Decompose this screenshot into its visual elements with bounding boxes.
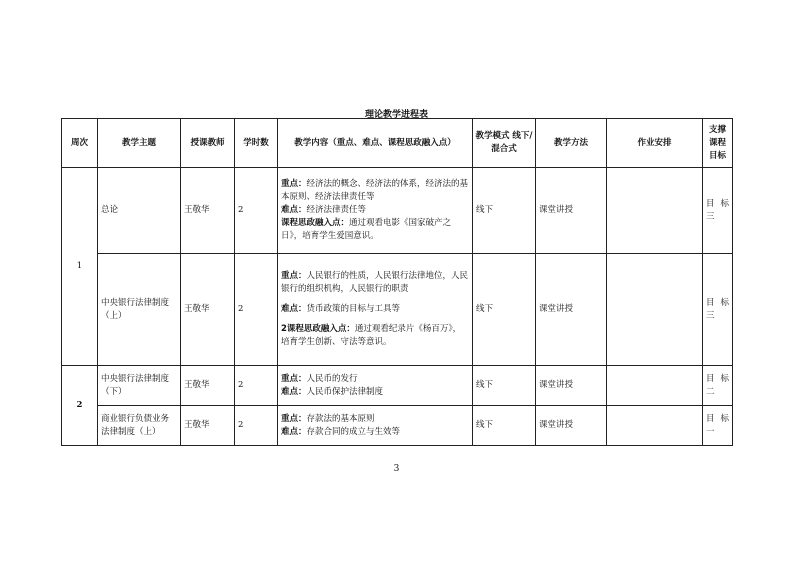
header-mode: 教学模式 线下/混合式 bbox=[473, 119, 536, 168]
method-cell: 课堂讲授 bbox=[536, 406, 607, 446]
table-row bbox=[62, 168, 733, 254]
header-topic: 教学主题 bbox=[98, 119, 181, 168]
header-hours: 学时数 bbox=[235, 119, 278, 168]
header-target: 支撑课程目标 bbox=[703, 119, 733, 168]
table-row bbox=[62, 254, 733, 366]
hours-cell: 2 bbox=[235, 406, 278, 446]
key-point: 重点：人民币的发行 bbox=[281, 373, 358, 384]
teacher-cell: 王敬华 bbox=[181, 406, 235, 446]
difficult-point: 难点：人民币保护法律制度 bbox=[281, 386, 384, 397]
key-point: 重点：经济法的概念、经济法的体系，经济法的基本原则、经济法律责任等 bbox=[281, 179, 469, 202]
header-row bbox=[62, 119, 733, 168]
difficult-point: 难点：货币政策的目标与工具等 bbox=[281, 304, 401, 314]
content-cell bbox=[278, 254, 473, 366]
header-week: 周次 bbox=[62, 119, 98, 168]
topic-cell: 商业银行负债业务法律制度（上） bbox=[98, 406, 181, 446]
ideology-point: 2课程思政融入点：通过观看纪录片《杨百万》，培育学生创新、守法等意识。 bbox=[281, 324, 462, 347]
hours-cell: 2 bbox=[235, 366, 278, 406]
table-row bbox=[62, 366, 733, 406]
key-point: 重点：人民银行的性质，人民银行法律地位，人民银行的组织机构，人民银行的职责 bbox=[281, 271, 469, 294]
header-teacher: 授课教师 bbox=[181, 119, 235, 168]
hours-cell: 2 bbox=[235, 254, 278, 366]
week-cell: 2 bbox=[62, 366, 98, 446]
teacher-cell: 王敬华 bbox=[181, 366, 235, 406]
target-cell: 目标三 bbox=[703, 254, 733, 366]
homework-cell bbox=[607, 406, 703, 446]
content-cell bbox=[278, 366, 473, 406]
target-cell: 目标二 bbox=[703, 366, 733, 406]
homework-cell bbox=[607, 366, 703, 406]
key-point: 重点：存款法的基本原则 bbox=[281, 413, 375, 424]
difficult-point: 难点：经济法律责任等 bbox=[281, 205, 367, 215]
method-cell: 课堂讲授 bbox=[536, 254, 607, 366]
mode-cell: 线下 bbox=[473, 168, 536, 254]
mode-cell: 线下 bbox=[473, 366, 536, 406]
target-cell: 目标三 bbox=[703, 168, 733, 254]
mode-cell: 线下 bbox=[473, 406, 536, 446]
content-cell bbox=[278, 168, 473, 254]
table-caption: 理论教学进程表 bbox=[364, 110, 428, 120]
page-number: 3 bbox=[393, 464, 400, 474]
topic-cell: 中央银行法律制度（下） bbox=[98, 366, 181, 406]
homework-cell bbox=[607, 168, 703, 254]
teacher-cell: 王敬华 bbox=[181, 168, 235, 254]
topic-cell: 总论 bbox=[98, 168, 181, 254]
header-homework: 作业安排 bbox=[607, 119, 703, 168]
teacher-cell: 王敬华 bbox=[181, 254, 235, 366]
mode-cell: 线下 bbox=[473, 254, 536, 366]
hours-cell: 2 bbox=[235, 168, 278, 254]
week-cell: 1 bbox=[62, 168, 98, 366]
difficult-point: 难点：存款合同的成立与生效等 bbox=[281, 426, 401, 437]
ideology-point: 课程思政融入点：通过观看电影《国家破产之日》，培育学生爱国意识。 bbox=[281, 218, 452, 241]
homework-cell bbox=[607, 254, 703, 366]
topic-cell: 中央银行法律制度（上） bbox=[98, 254, 181, 366]
header-content: 教学内容（重点、难点、课程思政融入点） bbox=[278, 119, 473, 168]
content-cell bbox=[278, 406, 473, 446]
teaching-schedule-table bbox=[61, 118, 733, 446]
method-cell: 课堂讲授 bbox=[536, 168, 607, 254]
target-cell: 目标一 bbox=[703, 406, 733, 446]
method-cell: 课堂讲授 bbox=[536, 366, 607, 406]
table-row bbox=[62, 406, 733, 446]
header-method: 教学方法 bbox=[536, 119, 607, 168]
